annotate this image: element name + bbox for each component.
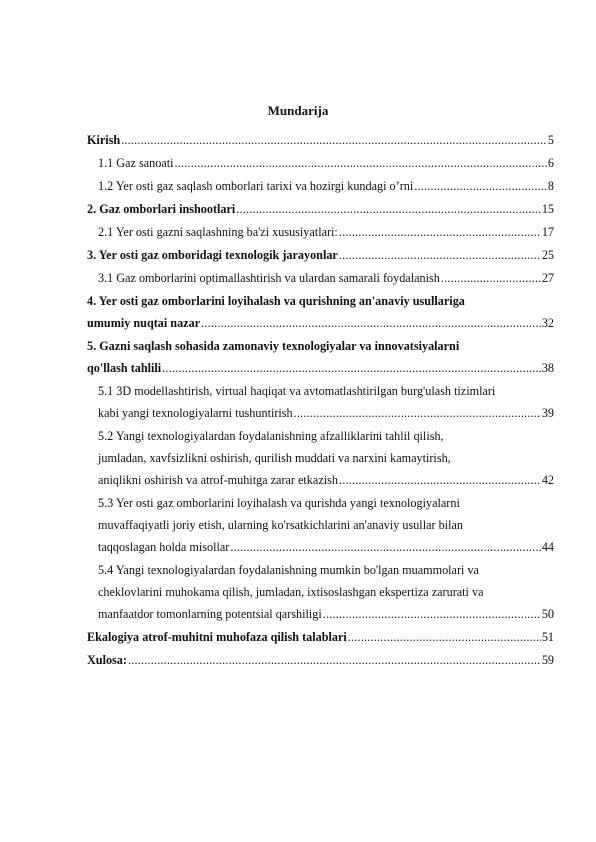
- dot-leader: [441, 267, 541, 289]
- toc-entry[interactable]: [87, 335, 554, 379]
- toc-entry-label: 1.2 Yer osti gaz saqlash omborlari tarixi va hozirgi kundagi o’rni: [98, 179, 414, 193]
- toc-entry-label: qo'llash tahlili: [87, 361, 162, 375]
- toc-entry-text-line: cheklovlarini muhokama qilish, jumladan, ixtisoslashgan ekspertiza zarurati va: [98, 585, 484, 599]
- toc-entry-text-line: muvaffaqiyatli joriy etish, ularning ko'rsatkichlarini an'anaviy usullar bilan: [98, 518, 463, 532]
- toc-entry-label: Kirish: [87, 133, 121, 147]
- dot-leader: [128, 649, 541, 671]
- dot-leader: [230, 536, 540, 558]
- toc-page-number: 59: [541, 653, 554, 667]
- toc-entry[interactable]: [87, 380, 554, 424]
- toc-page-number: 42: [541, 473, 554, 487]
- toc-entry-label: 2. Gaz omborlari inshootlari: [87, 202, 236, 216]
- toc-entry[interactable]: [87, 267, 554, 289]
- toc-entry-text-line: 5. Gazni saqlash sohasida zamonaviy texnologiyalar va innovatsiyalarni: [87, 339, 460, 353]
- dot-leader: [121, 129, 547, 151]
- toc-entry[interactable]: [87, 244, 554, 266]
- dot-leader: [294, 402, 541, 424]
- dot-leader: [201, 312, 541, 334]
- toc-page-number: 6: [547, 156, 554, 170]
- toc-entry[interactable]: [87, 152, 554, 174]
- toc-entry-text-line: 5.1 3D modellashtirish, virtual haqiqat va avtomatlashtirilgan burg'ulash tizimlari: [98, 384, 496, 398]
- toc-entry-label: aniqlikni oshirish va atrof-muhitga zarar etkazish: [98, 473, 338, 487]
- dot-leader: [348, 626, 541, 648]
- toc-page-number: 17: [541, 225, 554, 239]
- toc-page-number: 38: [541, 361, 554, 375]
- dot-leader: [236, 198, 541, 220]
- toc-entry[interactable]: [87, 221, 554, 243]
- table-of-contents: [87, 129, 554, 672]
- toc-page-number: 51: [541, 630, 554, 644]
- toc-entry[interactable]: [87, 425, 554, 491]
- dot-leader: [339, 244, 541, 266]
- toc-page-number: 27: [541, 271, 554, 285]
- toc-page-number: 8: [547, 179, 554, 193]
- toc-entry-label: 2.1 Yer osti gazni saqlashning ba'zi xususiyatlari:: [98, 225, 338, 239]
- toc-title: Mundarija: [267, 103, 329, 118]
- dot-leader: [414, 175, 547, 197]
- toc-entry[interactable]: [87, 626, 554, 648]
- toc-entry-label: 3. Yer osti gaz omboridagi texnologik jarayonlar: [87, 248, 338, 262]
- toc-entry-label: 3.1 Gaz omborlarini optimallashtirish va ulardan samarali foydalanish: [98, 271, 440, 285]
- toc-page-number: 44: [541, 540, 554, 554]
- toc-entry-label: 1.1 Gaz sanoati: [98, 156, 174, 170]
- toc-entry-label: kabi yangi texnologiyalarni tushuntirish: [98, 406, 293, 420]
- dot-leader: [339, 221, 541, 243]
- toc-entry-text-line: 5.3 Yer osti gaz omborlarini loyihalash va qurishda yangi texnologiyalarni: [98, 496, 460, 510]
- toc-entry[interactable]: [87, 198, 554, 220]
- toc-entry-label: umumiy nuqtai nazar: [87, 316, 201, 330]
- toc-entry[interactable]: [87, 559, 554, 625]
- toc-page-number: 25: [541, 248, 554, 262]
- toc-entry[interactable]: [87, 492, 554, 558]
- toc-entry-label: taqqoslagan holda misollar: [98, 540, 230, 554]
- toc-entry[interactable]: [87, 129, 554, 151]
- toc-entry-text-line: jumladan, xavfsizlikni oshirish, qurilish muddati va narxini kamaytirish,: [98, 451, 451, 465]
- dot-leader: [323, 603, 541, 625]
- toc-entry-text-line: 5.2 Yangi texnologiyalardan foydalanishning afzalliklarini tahlil qilish,: [98, 429, 444, 443]
- toc-page-number: 32: [541, 316, 554, 330]
- toc-page-number: 5: [547, 133, 554, 147]
- toc-entry-text-line: 5.4 Yangi texnologiyalardan foydalanishning mumkin bo'lgan muammolari va: [98, 563, 479, 577]
- toc-entry-text-line: 4. Yer osti gaz omborlarini loyihalash va qurishning an'anaviy usullariga: [87, 294, 465, 308]
- toc-entry[interactable]: [87, 175, 554, 197]
- toc-entry-label: manfaatdor tomonlarning potentsial qarshiligi: [98, 607, 322, 621]
- toc-entry[interactable]: [87, 290, 554, 334]
- dot-leader: [339, 469, 541, 491]
- toc-page-number: 15: [541, 202, 554, 216]
- dot-leader: [162, 357, 541, 379]
- toc-entry-label: Ekalogiya atrof-muhitni muhofaza qilish talablari: [87, 630, 347, 644]
- toc-entry[interactable]: [87, 649, 554, 671]
- dot-leader: [174, 152, 546, 174]
- toc-page-number: 39: [541, 406, 554, 420]
- toc-page-number: 50: [541, 607, 554, 621]
- toc-entry-label: Xulosa:: [87, 653, 127, 667]
